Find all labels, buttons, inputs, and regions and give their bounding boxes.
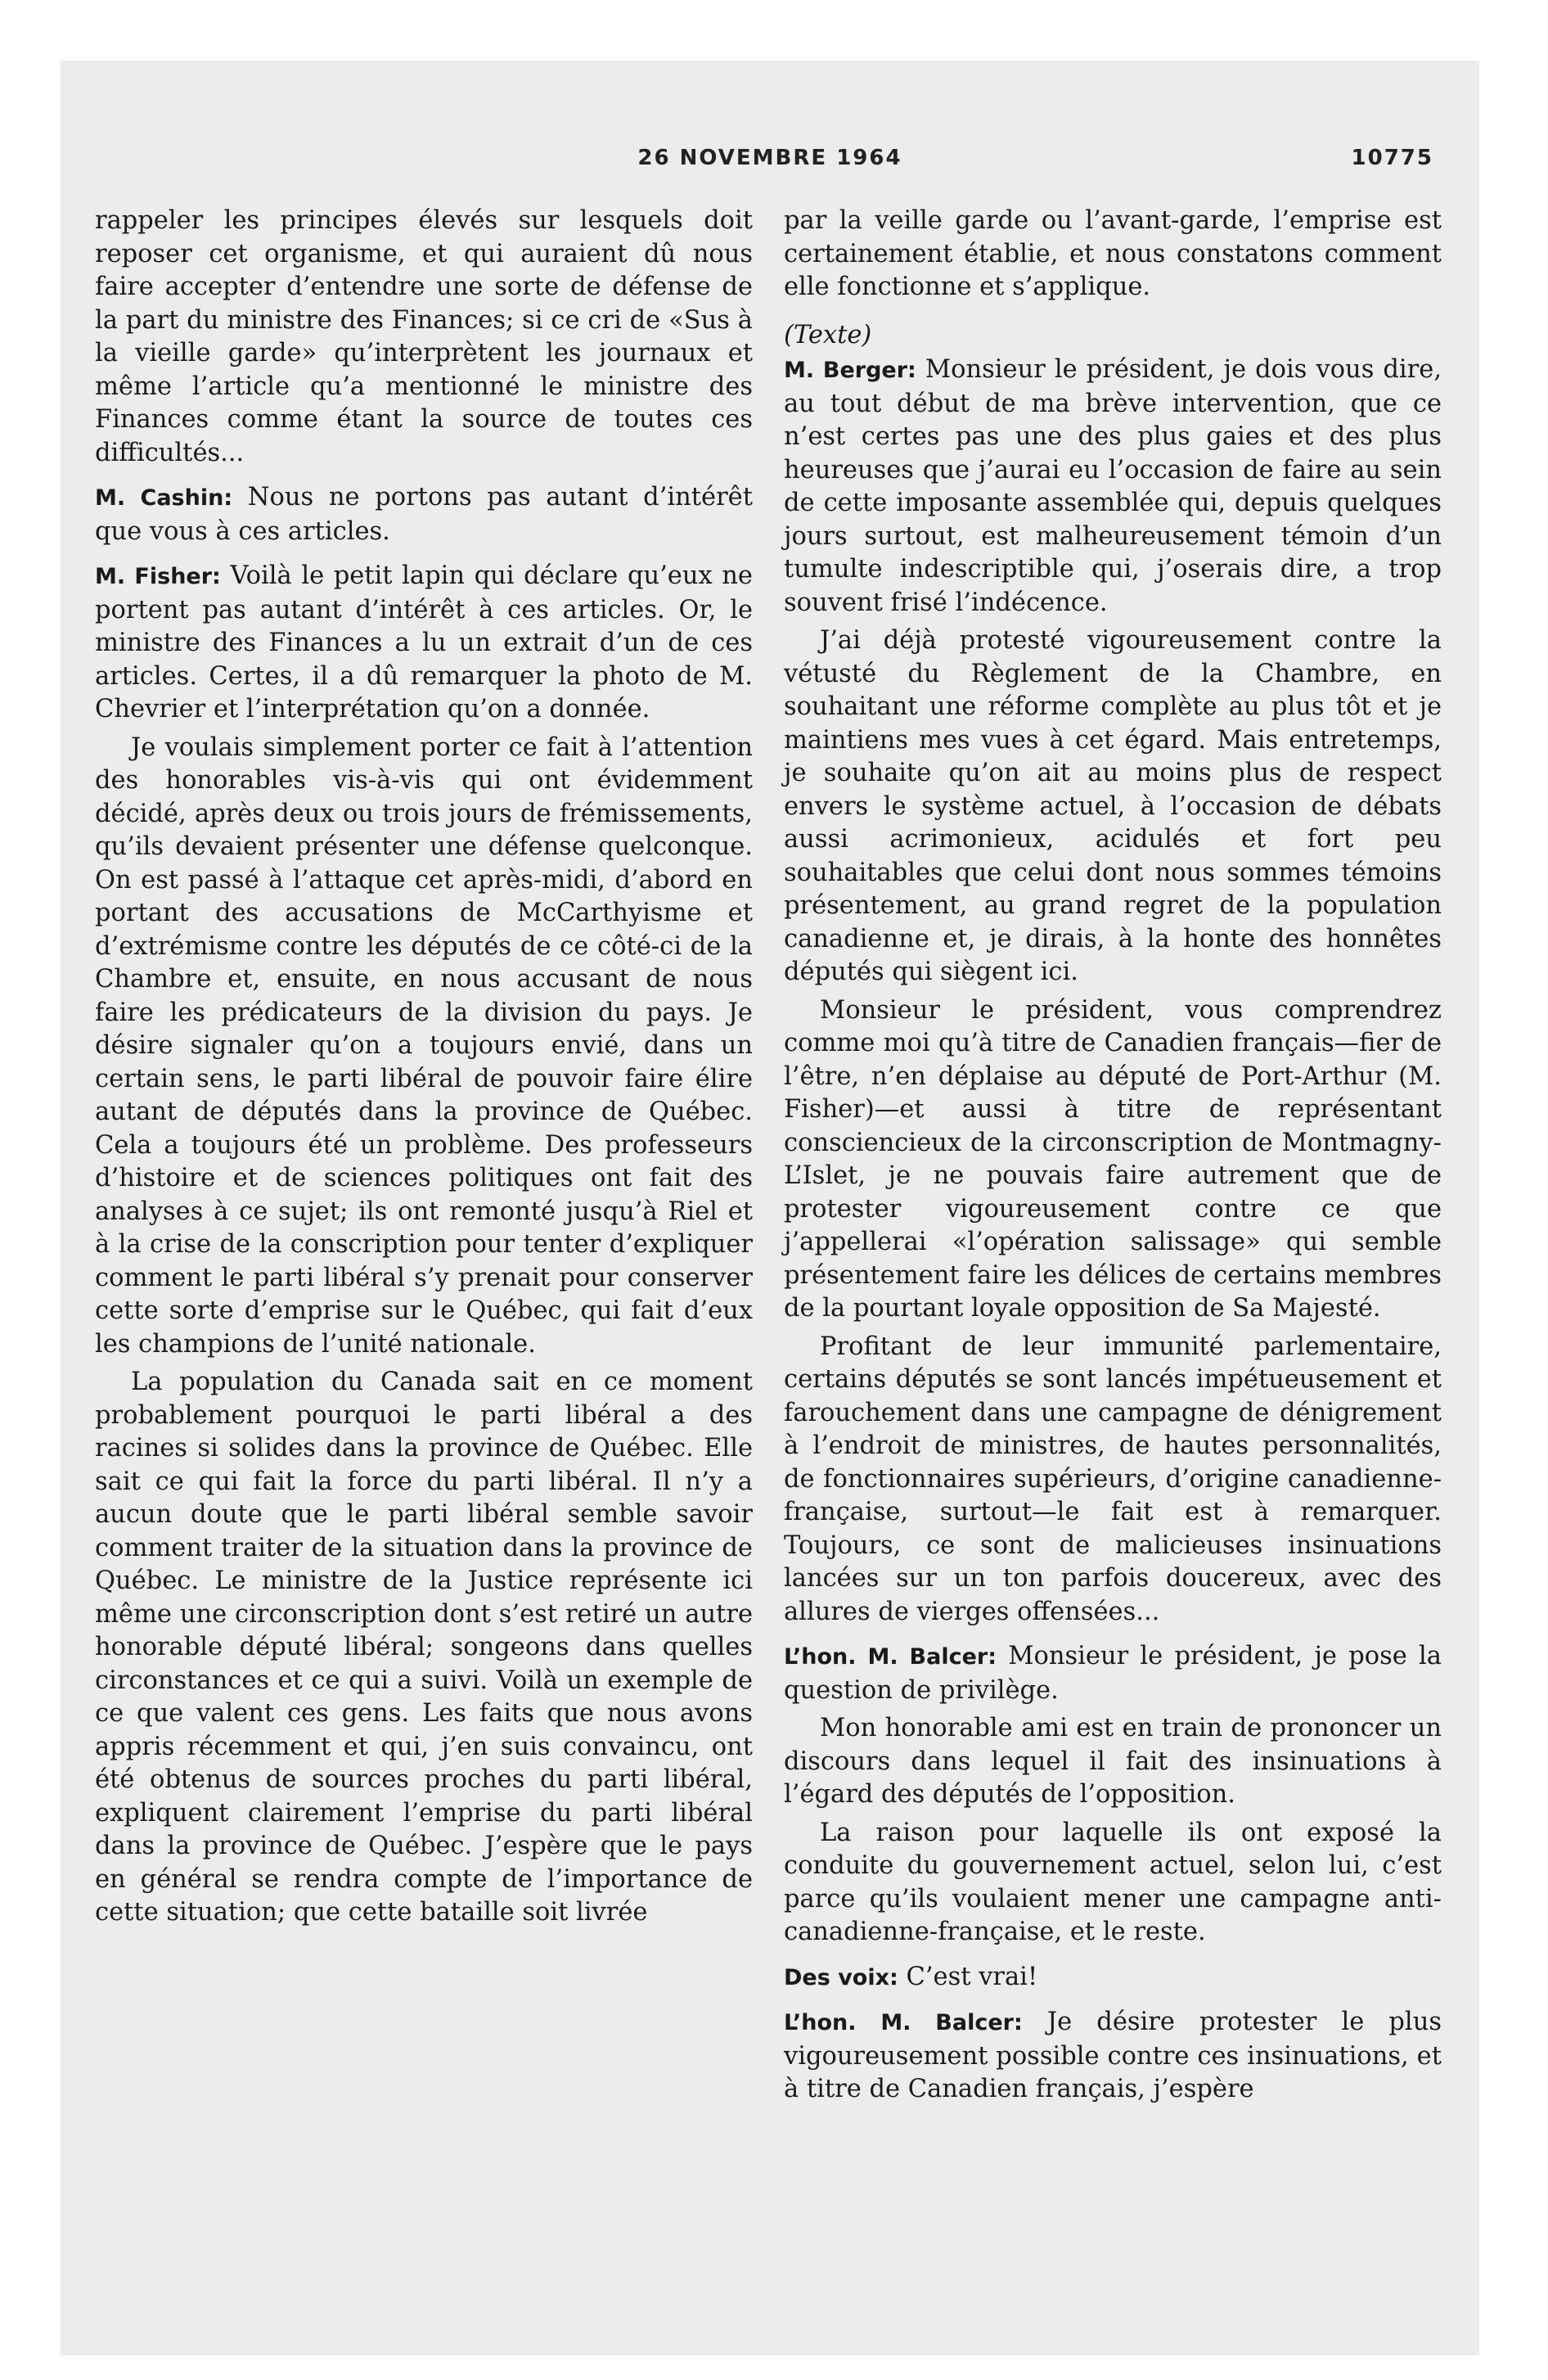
paragraph: Je voulais simplement porter ce fait à l’attention des honorables vis-à-vis qui ont évidemment décidé, après deux ou trois jours de frémissements, qu’ils devaient présenter une défense quelconque. On est passé à l’attaque cet après-midi, d’abord en portant des accusations de McCarthyisme et d’extrémisme contre les députés de ce côté-ci de la Chambre et, ensuite, en nous accusant de nous faire les prédicateurs de la division du pays. Je désire signaler qu’on a toujours envié, dans un certain sens, le parti libéral de pouvoir faire élire autant de députés dans la province de Québec. Cela a toujours été un problème. Des professeurs d’histoire et de sciences politiques ont fait des analyses à ce sujet; ils ont remonté jusqu’à Riel et à la crise de la conscription pour tenter d’expliquer comment le parti libéral s’y prenait pour conserver cette sorte d’emprise sur le Québec, qui fait d’eux les champions de l’unité nationale.: [95, 732, 753, 1359]
section-label: (Texte): [784, 320, 872, 349]
hansard-page: [61, 61, 1479, 2355]
page-date: 26 NOVEMBRE 1964: [637, 146, 902, 170]
left-column: [95, 205, 753, 1935]
speaker-name: L’hon. M. Balcer:: [784, 2010, 1023, 2035]
speaker-name: Des voix:: [784, 1964, 898, 1990]
speaker-paragraph: L’hon. M. Balcer: Monsieur le président, je pose la question de privilège.: [784, 1642, 1442, 1705]
speaker-name: M. Cashin:: [95, 485, 233, 511]
paragraph: Mon honorable ami est en train de prononcer un discours dans lequel il fait des insinuations à l’égard des députés de l’opposition.: [784, 1714, 1442, 1809]
speaker-name: M. Berger:: [784, 358, 916, 383]
speaker-paragraph: M. Berger: Monsieur le président, je dois vous dire, au tout début de ma brève intervention, que ce n’est certes pas une des plus gaies et des plus heureuses que j’aurai eu l’occasion de faire au sein de cette imposante assemblée qui, depuis quelques jours surtout, est malheureusement témoin d’un tumulte indescriptible qui, j’oserais dire, a trop souvent frisé l’indécence.: [784, 355, 1442, 617]
page-number: 10775: [1351, 146, 1433, 170]
paragraph: J’ai déjà protesté vigoureusement contre la vétusté du Règlement de la Chambre, en souhaitant une réforme complète au plus tôt et je maintiens mes vues à cet égard. Mais entretemps, je souhaite qu’on ait au moins plus de respect envers le système actuel, à l’occasion de débats aussi acrimonieux, acidulés et fort peu souhaitables que celui dont nous sommes témoins présentement, au grand regret de la population canadienne et, je dirais, à la honte des honnêtes députés qui siègent ici.: [784, 626, 1442, 986]
paragraph: par la veille garde ou l’avant-garde, l’emprise est certainement établie, et nous constatons comment elle fonctionne et s’applique.: [784, 206, 1442, 301]
speaker-paragraph: M. Fisher: Voilà le petit lapin qui déclare qu’eux ne portent pas autant d’intérêt à ces articles. Or, le ministre des Finances a lu un extrait d’un de ces articles. Certes, il a dû remarquer la photo de M. Chevrier et l’interprétation qu’on a donnée.: [95, 561, 753, 723]
speaker-paragraph: Des voix: C’est vrai!: [784, 1962, 1038, 1991]
speaker-name: M. Fisher:: [95, 564, 221, 589]
speaker-paragraph: M. Cashin: Nous ne portons pas autant d’intérêt que vous à ces articles.: [95, 483, 753, 546]
paragraph: Monsieur le président, vous comprendrez comme moi qu’à titre de Canadien français—fier de l’être, n’en déplaise au député de Port-Arthur (M. Fisher)—et aussi à titre de représentant consciencieux de la circonscription de Montmagny-L’Islet, je ne pouvais faire autrement que de protester vigoureusement contre ce que j’appellerai «l’opération salissage» qui semble présentement faire les délices de certains membres de la pourtant loyale opposition de Sa Majesté.: [784, 995, 1442, 1323]
speaker-paragraph: L’hon. M. Balcer: Je désire protester le plus vigoureusement possible contre ces insinuations, et à titre de Canadien français, j’espère: [784, 2008, 1442, 2103]
paragraph: rappeler les principes élevés sur lesquels doit reposer cet organisme, et qui auraient dû nous faire accepter d’entendre une sorte de défense de la part du ministre des Finances; si ce cri de «Sus à la vieille garde» qu’interprètent les journaux et même l’article qu’a mentionné le ministre des Finances comme étant la source de toutes ces difficultés...: [95, 206, 753, 467]
page-header: [61, 146, 1479, 178]
paragraph: Profitant de leur immunité parlementaire, certains députés se sont lancés impétueusement et farouchement dans une campagne de dénigrement à l’endroit de ministres, de hautes personnalités, de fonctionnaires supérieurs, d’origine canadienne-française, surtout—le fait est à remarquer. Toujours, ce sont de malicieuses insinuations lancées sur un ton parfois doucereux, avec des allures de vierges offensées...: [784, 1332, 1442, 1626]
paragraph: La population du Canada sait en ce moment probablement pourquoi le parti libéral a des racines si solides dans la province de Québec. Elle sait ce qui fait la force du parti libéral. Il n’y a aucun doute que le parti libéral semble savoir comment traiter de la situation dans la province de Québec. Le ministre de la Justice représente ici même une circonscription dont s’est retiré un autre honorable député libéral; songeons dans quelles circonstances et ce qui a suivi. Voilà un exemple de ce que valent ces gens. Les faits que nous avons appris récemment et qui, j’en suis convaincu, ont été obtenus de sources proches du parti libéral, expliquent clairement l’emprise du parti libéral dans la province de Québec. J’espère que le pays en général se rendra compte de l’importance de cette situation; que cette bataille soit livrée: [95, 1368, 753, 1927]
right-column: [784, 205, 1442, 2112]
speaker-name: L’hon. M. Balcer:: [784, 1644, 997, 1670]
paragraph: La raison pour laquelle ils ont exposé la conduite du gouvernement actuel, selon lui, c’est parce qu’ils voulaient mener une campagne anti-canadienne-française, et le reste.: [784, 1818, 1442, 1946]
